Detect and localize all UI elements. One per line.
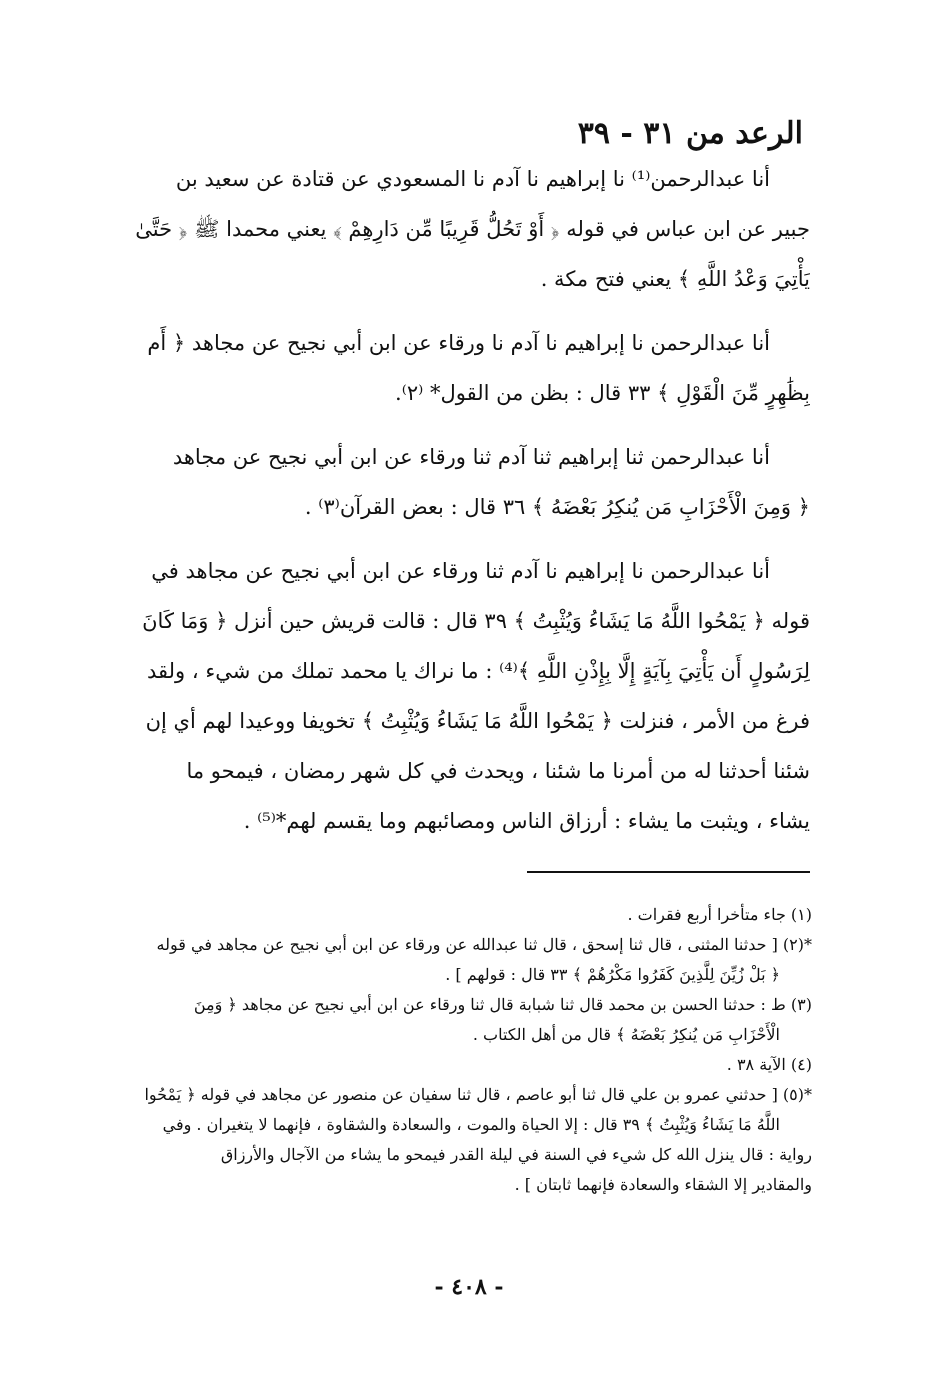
text-line: فرغ من الأمر ، فنزلت ﴿ يَمْحُوا اللَّهُ مَا يَشَاءُ وَيُثْبِتُ ﴾ تخويفا ووعيدا لهم أي إن — [145, 709, 810, 733]
footnote-line: والمقادير إلا الشقاء والسعادة فإنهما ثابتان ] . — [514, 1175, 812, 1194]
footnote-divider — [527, 871, 810, 873]
paragraph — [110, 546, 810, 846]
text-line: بِظَٰهِرٍ مِّنَ الْقَوْلِ ﴾ ٣٣ قال : بظن من القول* ⁽٢⁾. — [395, 381, 810, 405]
footnote — [110, 1050, 812, 1080]
paragraph — [110, 432, 810, 532]
footnote — [110, 930, 812, 990]
footnotes — [110, 900, 812, 1200]
text-line: يشاء ، ويثبت ما يشاء : أرزاق الناس ومصائبهم وما يقسم لهم*⁽⁵⁾ . — [243, 809, 810, 833]
footnote-line: (٤) الآية ٣٨ . — [726, 1055, 812, 1074]
footnote-line: (٣) ط : حدثنا الحسن بن محمد قال ثنا شبابة قال ثنا ورقاء عن ابن أبي نجيح عن مجاهد ﴿ وَمِنَ — [193, 995, 812, 1014]
footnote-line: (١) جاء متأخرا أربع فقرات . — [627, 905, 812, 924]
footnote-line: رواية : قال ينزل الله كل شيء في السنة في ليلة القدر فيمحو ما يشاء من الآجال والأرزاق — [220, 1145, 812, 1164]
footnote-line: ﴿ بَلْ زُيِّنَ لِلَّذِينَ كَفَرُوا مَكْرُهُمْ ﴾ ٣٣ قال : قولهم ] . — [445, 965, 780, 984]
main-text — [110, 154, 810, 860]
text-line: ﴿ وَمِنَ الْأَحْزَابِ مَن يُنكِرُ بَعْضَهُ ﴾ ٣٦ قال : بعض القرآن⁽٣⁾ . — [304, 495, 810, 519]
text-line: قوله ﴿ يَمْحُوا اللَّهُ مَا يَشَاءُ وَيُثْبِتُ ﴾ ٣٩ قال : قالت قريش حين أنزل ﴿ وَمَا كَانَ — [142, 609, 810, 633]
footnote-line: *(٥) [ حدثني عمرو بن علي قال ثنا أبو عاصم ، قال ثنا سفيان عن منصور عن مجاهد في قوله ﴿ يَمْحُوا — [144, 1085, 812, 1104]
text-line: جبير عن ابن عباس في قوله ﴿ أَوْ تَحُلُّ قَرِيبًا مِّن دَارِهِمْ ﴾ يعني محمدا ﷺ ﴿ حَتَّىٰ — [135, 217, 810, 241]
text-line: أنا عبدالرحمن ثنا إبراهيم ثنا آدم ثنا ورقاء عن ابن أبي نجيح عن مجاهد — [172, 445, 770, 469]
footnote — [110, 1080, 812, 1200]
page-number: - ٤٠٨ - — [434, 1274, 504, 1300]
paragraph — [110, 154, 810, 304]
footnote-line: *(٢) [ حدثنا المثنى ، قال ثنا إسحق ، قال ثنا عبدالله عن ورقاء عن ابن أبي نجيح عن مجاهد في قوله — [156, 935, 812, 954]
text-line: أنا عبدالرحمن نا إبراهيم نا آدم نا ورقاء عن ابن أبي نجيح عن مجاهد ﴿ أَم — [147, 331, 770, 355]
text-line: أنا عبدالرحمن نا إبراهيم نا آدم ثنا ورقاء عن ابن أبي نجيح عن مجاهد في — [151, 559, 770, 583]
footnote — [110, 900, 812, 930]
text-line: شئنا أحدثنا له من أمرنا ما شئنا ، ويحدث في كل شهر رمضان ، فيمحو ما — [186, 759, 810, 783]
footnote — [110, 990, 812, 1050]
text-line: لِرَسُولٍ أَن يَأْتِيَ بِآيَةٍ إِلَّا بِإِذْنِ اللَّهِ ﴾⁽⁴⁾ : ما نراك يا محمد تملك من شيء ، ولقد — [147, 659, 810, 683]
text-line: أنا عبدالرحمن⁽¹⁾ نا إبراهيم نا آدم نا المسعودي عن قتادة عن سعيد بن — [175, 167, 770, 191]
footnote-line: الْأَحْزَابِ مَن يُنكِرُ بَعْضَهُ ﴾ قال من أهل الكتاب . — [472, 1025, 780, 1044]
paragraph — [110, 318, 810, 418]
section-title: الرعد من ٣١ - ٣٩ — [577, 116, 803, 151]
footnote-line: اللَّهُ مَا يَشَاءُ وَيُثْبِتُ ﴾ ٣٩ قال : إلا الحياة والموت ، والسعادة والشقاوة ، فإنهما لا يتغيران . وفي — [162, 1115, 780, 1134]
text-line: يَأْتِيَ وَعْدُ اللَّهِ ﴾ يعني فتح مكة . — [540, 267, 810, 291]
